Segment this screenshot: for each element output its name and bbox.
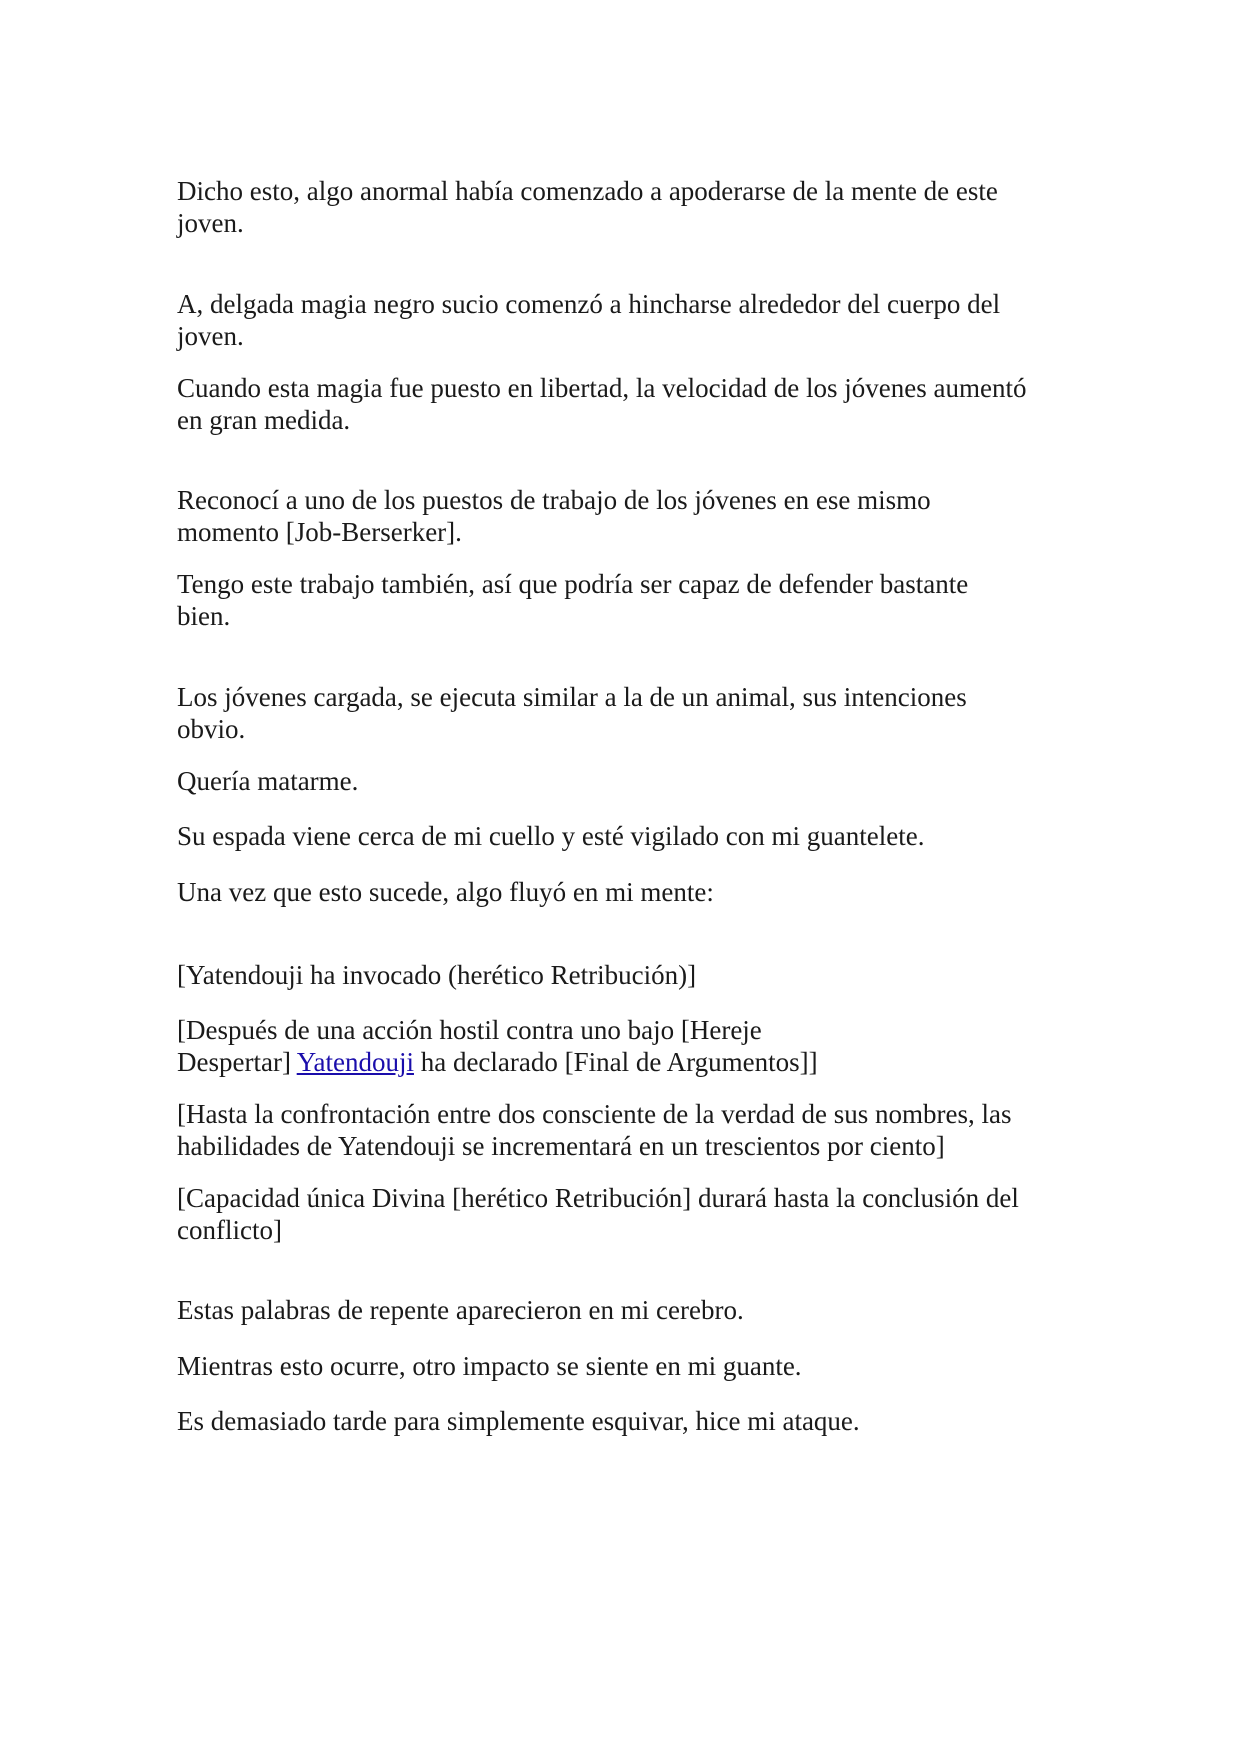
text-line: [Después de una acción hostil contra uno bajo [Hereje: [177, 1015, 762, 1045]
paragraph: [177, 1098, 1077, 1162]
paragraph: [177, 1014, 1077, 1078]
yatendouji-link[interactable]: Yatendouji: [296, 1047, 414, 1077]
text-line: Cuando esta magia fue puesto en libertad, la velocidad de los jóvenes aumentó: [177, 373, 1027, 403]
text-line: joven.: [177, 208, 244, 238]
paragraph: [177, 372, 1077, 436]
text-line: A, delgada magia negro sucio comenzó a hincharse alrededor del cuerpo del: [177, 289, 1001, 319]
paragraph: [177, 681, 1077, 745]
text-line: Quería matarme.: [177, 766, 359, 796]
paragraph: [177, 484, 1077, 548]
text-line: [Hasta la confrontación entre dos consciente de la verdad de sus nombres, las: [177, 1099, 1012, 1129]
paragraph: [177, 1350, 1077, 1382]
text-line: Los jóvenes cargada, se ejecuta similar a la de un animal, sus intenciones: [177, 682, 967, 712]
paragraph: [177, 959, 1077, 991]
text-line: Dicho esto, algo anormal había comenzado a apoderarse de la mente de este: [177, 176, 998, 206]
paragraph: [177, 568, 1077, 632]
text-line: Tengo este trabajo también, así que podría ser capaz de defender bastante: [177, 569, 969, 599]
text-line: bien.: [177, 601, 231, 631]
text-line: Es demasiado tarde para simplemente esquivar, hice mi ataque.: [177, 1406, 860, 1436]
text-segment: Despertar]: [177, 1047, 297, 1077]
text-line: momento [Job-Berserker].: [177, 517, 462, 547]
text-line: Estas palabras de repente aparecieron en mi cerebro.: [177, 1295, 744, 1325]
text-segment: ha declarado [Final de Argumentos]]: [413, 1047, 818, 1077]
paragraph: [177, 1405, 1077, 1437]
text-line: joven.: [177, 321, 244, 351]
text-line: Reconocí a uno de los puestos de trabajo de los jóvenes en ese mismo: [177, 485, 931, 515]
text-line: [Capacidad única Divina [herético Retribución] durará hasta la conclusión del: [177, 1183, 1019, 1213]
paragraph: [177, 820, 1077, 852]
text-line: habilidades de Yatendouji se incrementará en un trescientos por ciento]: [177, 1131, 945, 1161]
text-line: Mientras esto ocurre, otro impacto se siente en mi guante.: [177, 1351, 802, 1381]
text-line: Una vez que esto sucede, algo fluyó en mi mente:: [177, 877, 714, 907]
paragraph: [177, 1294, 1077, 1326]
paragraph: [177, 1182, 1077, 1246]
text-line: Su espada viene cerca de mi cuello y esté vigilado con mi guantelete.: [177, 821, 925, 851]
paragraph: [177, 765, 1077, 797]
text-line: conflicto]: [177, 1215, 282, 1245]
paragraph: [177, 876, 1077, 908]
paragraph: [177, 175, 1077, 239]
text-line: en gran medida.: [177, 405, 351, 435]
text-line: [177, 1046, 1077, 1078]
text-line: obvio.: [177, 714, 246, 744]
paragraph: [177, 288, 1077, 352]
text-line: [Yatendouji ha invocado (herético Retribución)]: [177, 960, 697, 990]
